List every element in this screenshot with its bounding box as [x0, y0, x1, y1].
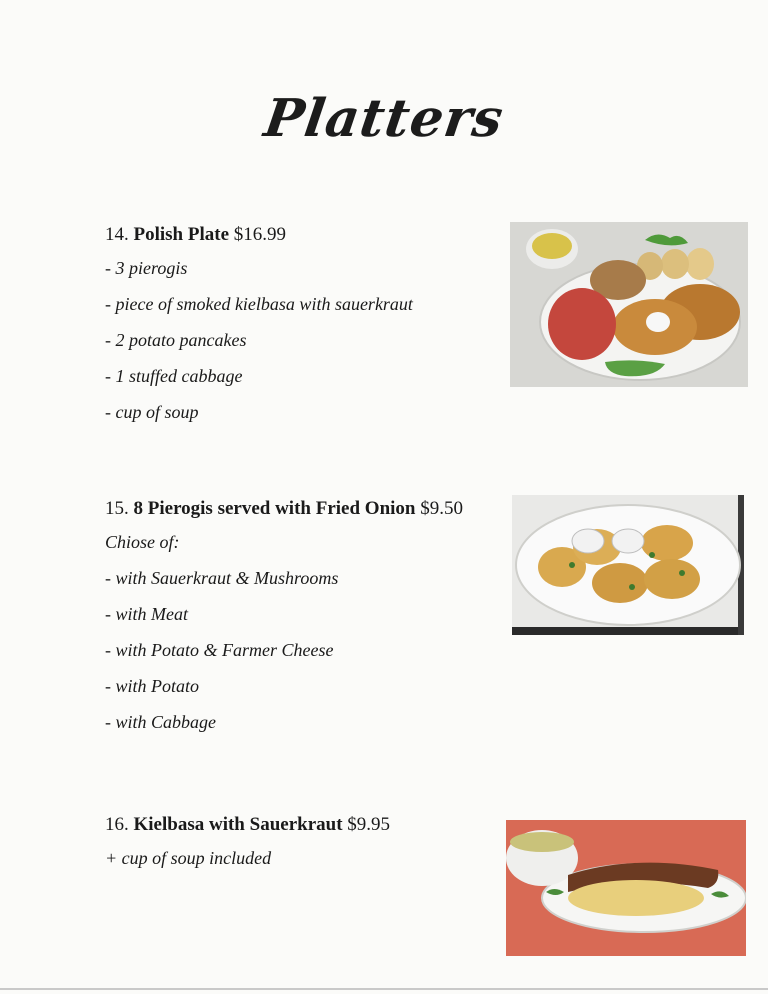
- menu-item-pierogis: [105, 498, 515, 748]
- item-detail: - with Meat: [105, 604, 188, 624]
- item-detail: - with Sauerkraut & Mushrooms: [105, 568, 339, 588]
- item-price: $9.95: [347, 814, 391, 835]
- menu-item-polish-plate: [105, 224, 505, 438]
- item-name: Polish Plate: [133, 224, 230, 245]
- item-detail: - with Cabbage: [105, 712, 216, 732]
- item-number: 16.: [105, 814, 129, 835]
- item-detail: Chiose of:: [105, 532, 180, 552]
- item-price: $9.50: [420, 498, 463, 519]
- item-detail: - piece of smoked kielbasa with sauerkraut: [105, 294, 413, 314]
- item-detail: - with Potato: [105, 676, 199, 696]
- item-price: $16.99: [233, 224, 287, 245]
- item-heading: [105, 814, 505, 836]
- item-heading: [105, 498, 515, 520]
- item-number: 14.: [105, 224, 129, 245]
- item-name: Kielbasa with Sauerkraut: [133, 814, 343, 835]
- item-name: 8 Pierogis served with Fried Onion: [133, 498, 416, 519]
- item-detail: - with Potato & Farmer Cheese: [105, 640, 334, 660]
- item-detail: - cup of soup: [105, 402, 199, 422]
- item-detail: - 2 potato pancakes: [105, 330, 247, 350]
- menu-item-kielbasa: [105, 814, 505, 884]
- pierogis-photo: [512, 495, 744, 635]
- item-detail: + cup of soup included: [105, 848, 272, 868]
- page-bottom-edge: [0, 988, 768, 990]
- item-heading: [105, 224, 505, 246]
- page-title: Platters: [260, 88, 508, 149]
- item-detail: - 1 stuffed cabbage: [105, 366, 243, 386]
- item-detail: - 3 pierogis: [105, 258, 188, 278]
- polish-plate-photo: [510, 222, 748, 387]
- item-number: 15.: [105, 498, 129, 519]
- kielbasa-photo: [506, 820, 746, 956]
